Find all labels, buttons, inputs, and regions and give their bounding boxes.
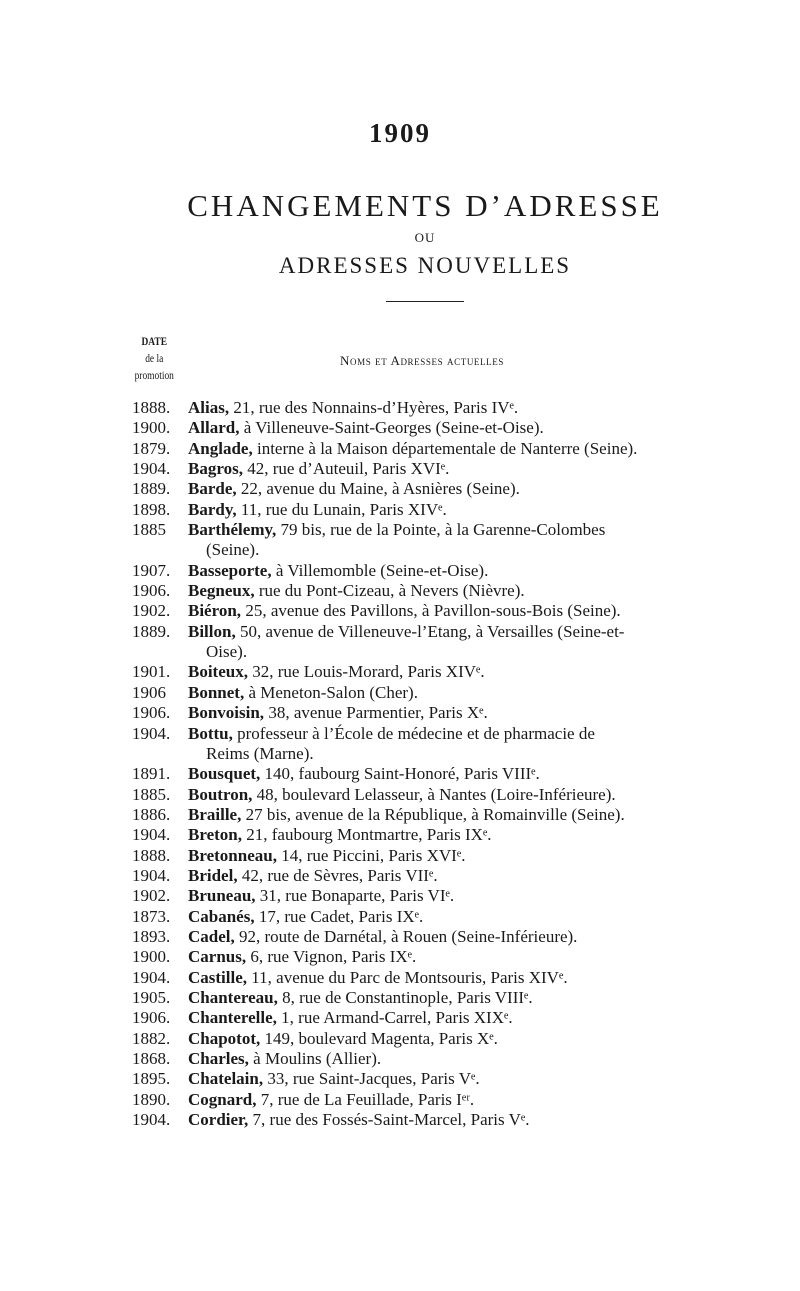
- entry-year: 1901.: [132, 662, 171, 682]
- list-item: [0, 1029, 800, 1049]
- list-item: [0, 398, 800, 418]
- names-column-header: Noms et Adresses actuelles: [340, 353, 504, 368]
- entry-name: Chantereau,: [188, 987, 278, 1007]
- entry-address: 17, rue Cadet, Paris IXᵉ.: [258, 906, 424, 926]
- entry-address: à Villemomble (Seine-et-Oise).: [275, 560, 489, 580]
- entry-first-line: [188, 1069, 480, 1089]
- list-item: [0, 459, 800, 479]
- entry-address: 11, rue du Lunain, Paris XIVᵉ.: [240, 499, 447, 519]
- entry-year: 1895.: [132, 1069, 171, 1089]
- entry-address: 42, rue de Sèvres, Paris VIIᵉ.: [241, 865, 438, 885]
- entry-address: 25, avenue des Pavillons, à Pavillon-sous-Bois (Seine).: [245, 601, 621, 621]
- entry-name: Cognard,: [188, 1089, 257, 1109]
- entry-year: 1888.: [132, 398, 171, 417]
- entry-year: 1891.: [132, 764, 171, 784]
- entry-address: (Seine).: [206, 540, 260, 560]
- date-header-line: de la: [145, 353, 164, 365]
- entry-name: Boiteux,: [188, 662, 248, 682]
- entry-year: 1904.: [132, 865, 171, 885]
- entry-list: [0, 398, 800, 1130]
- entry-address: interne à la Maison départementale de Nanterre (Seine).: [256, 438, 638, 458]
- entry-address: à Moulins (Allier).: [253, 1049, 382, 1068]
- entry-first-line: [188, 703, 488, 723]
- list-item: [0, 622, 800, 663]
- list-item: [0, 418, 800, 438]
- entry-address: à Meneton-Salon (Cher).: [248, 682, 418, 702]
- entry-name: Anglade,: [188, 438, 253, 458]
- entry-name: Bonnet,: [188, 682, 245, 702]
- entry-address: 8, rue de Constantinople, Paris VIIIᵉ.: [282, 987, 533, 1007]
- entry-address: 22, avenue du Maine, à Asnières (Seine).: [240, 479, 520, 499]
- list-item: [0, 601, 800, 621]
- list-item: [0, 703, 800, 723]
- entry-year: 1904.: [132, 723, 171, 743]
- entry-year: 1904.: [132, 967, 171, 987]
- entry-first-line: [188, 825, 492, 845]
- entry-first-line: [188, 662, 485, 682]
- list-item: [0, 479, 800, 499]
- page-year-heading: 1909: [369, 118, 431, 148]
- entry-name: Bottu,: [188, 723, 233, 743]
- entry-address: 149, boulevard Magenta, Paris Xᵉ.: [264, 1028, 498, 1048]
- entry-first-line: [188, 683, 418, 703]
- list-item: [0, 846, 800, 866]
- entry-first-line: [188, 418, 544, 438]
- page-subtitle: ADRESSES NOUVELLES: [278, 253, 572, 278]
- entry-year: 1906: [132, 682, 166, 702]
- entry-year: 1889.: [132, 479, 171, 499]
- entry-name: Barde,: [188, 479, 237, 499]
- entry-name: Chatelain,: [188, 1069, 264, 1089]
- entry-name: Bretonneau,: [188, 845, 277, 865]
- entry-first-line: [188, 947, 416, 967]
- entry-year: 1905.: [132, 987, 171, 1007]
- list-item: [0, 581, 800, 601]
- entry-address: 21, rue des Nonnains-d’Hyères, Paris IVᵉ.: [233, 398, 519, 417]
- entry-name: Begneux,: [188, 581, 255, 601]
- entry-year: 1890.: [132, 1089, 171, 1109]
- title-divider: [386, 301, 464, 302]
- entry-address: 92, route de Darnétal, à Rouen (Seine-Inférieure).: [239, 926, 578, 946]
- entry-year: 1900.: [132, 947, 171, 967]
- entry-name: Bagros,: [188, 459, 243, 479]
- entry-continuation-line: [206, 744, 314, 764]
- entry-year: 1882.: [132, 1028, 171, 1048]
- list-item: [0, 1110, 800, 1130]
- entry-name: Breton,: [188, 825, 242, 845]
- entry-address: à Villeneuve-Saint-Georges (Seine-et-Oise).: [243, 418, 544, 438]
- date-column-header: [128, 334, 180, 385]
- entry-address: 21, faubourg Montmartre, Paris IXᵉ.: [246, 825, 492, 845]
- entry-address: 38, avenue Parmentier, Paris Xᵉ.: [268, 703, 488, 723]
- entry-name: Cadel,: [188, 926, 235, 946]
- entry-first-line: [188, 866, 438, 886]
- entry-first-line: [188, 1029, 498, 1049]
- entry-year: 1879.: [132, 438, 171, 458]
- entry-name: Braille,: [188, 804, 242, 824]
- entry-year: 1902.: [132, 886, 171, 906]
- entry-first-line: [188, 479, 520, 499]
- entry-name: Cabanés,: [188, 906, 255, 926]
- entry-name: Allard,: [188, 418, 240, 438]
- list-item: [0, 886, 800, 906]
- entry-address: 31, rue Bonaparte, Paris VIᵉ.: [259, 886, 455, 906]
- entry-first-line: [188, 1049, 381, 1069]
- entry-address: 50, avenue de Villeneuve-l’Etang, à Versailles (Seine-et-: [239, 621, 625, 641]
- list-item: [0, 805, 800, 825]
- entry-first-line: [188, 622, 624, 642]
- entry-address: Reims (Marne).: [206, 743, 314, 763]
- page-title: CHANGEMENTS D’ADRESSE: [187, 188, 663, 223]
- entry-first-line: [188, 907, 423, 927]
- entry-first-line: [188, 398, 518, 418]
- entry-year: 1907.: [132, 560, 171, 580]
- list-item: [0, 825, 800, 845]
- entry-first-line: [188, 581, 525, 601]
- entry-address: 1, rue Armand-Carrel, Paris XIXᵉ.: [281, 1008, 513, 1028]
- entry-name: Chanterelle,: [188, 1008, 277, 1028]
- entry-address: 140, faubourg Saint-Honoré, Paris VIIIᵉ.: [264, 764, 540, 784]
- list-item: [0, 561, 800, 581]
- list-item: [0, 785, 800, 805]
- entry-address: 14, rue Piccini, Paris XVIᵉ.: [281, 845, 466, 865]
- entry-first-line: [188, 561, 488, 581]
- list-item: [0, 764, 800, 784]
- entry-continuation-line: [206, 540, 259, 560]
- entry-name: Bruneau,: [188, 886, 256, 906]
- entry-first-line: [188, 724, 595, 744]
- entry-address: 33, rue Saint-Jacques, Paris Vᵉ.: [267, 1069, 480, 1089]
- entry-year: 1904.: [132, 459, 171, 479]
- entry-address: 6, rue Vignon, Paris IXᵉ.: [250, 947, 417, 967]
- entry-year: 1868.: [132, 1049, 171, 1068]
- entry-first-line: [188, 927, 577, 947]
- entry-address: 79 bis, rue de la Pointe, à la Garenne-Colombes: [280, 520, 606, 540]
- entry-year: 1873.: [132, 906, 171, 926]
- list-item: [0, 866, 800, 886]
- entry-name: Bridel,: [188, 865, 238, 885]
- entry-first-line: [188, 886, 454, 906]
- date-header-line: DATE: [141, 336, 167, 348]
- entry-first-line: [188, 500, 447, 520]
- entry-year: 1885.: [132, 784, 171, 804]
- entry-year: 1885: [132, 520, 166, 540]
- entry-address: rue du Pont-Cizeau, à Nevers (Nièvre).: [258, 581, 525, 601]
- entry-first-line: [188, 1008, 513, 1028]
- list-item: [0, 988, 800, 1008]
- list-item: [0, 500, 800, 520]
- entry-name: Chapotot,: [188, 1028, 261, 1048]
- entry-name: Basseporte,: [188, 560, 272, 580]
- list-item: [0, 662, 800, 682]
- entry-name: Bardy,: [188, 499, 237, 519]
- entry-name: Charles,: [188, 1049, 249, 1068]
- entry-name: Barthélemy,: [188, 520, 277, 540]
- entry-year: 1900.: [132, 418, 171, 438]
- entry-address: 32, rue Louis-Morard, Paris XIVᵉ.: [252, 662, 485, 682]
- entry-name: Boutron,: [188, 784, 253, 804]
- list-item: [0, 520, 800, 561]
- list-item: [0, 1069, 800, 1089]
- entry-address: 7, rue de La Feuillade, Paris Iᵉʳ.: [260, 1089, 475, 1109]
- entry-address: professeur à l’École de médecine et de pharmacie de: [237, 723, 595, 743]
- entry-address: 42, rue d’Auteuil, Paris XVIᵉ.: [247, 459, 450, 479]
- title-conjunction: OU: [414, 230, 436, 245]
- list-item: [0, 683, 800, 703]
- entry-address: 48, boulevard Lelasseur, à Nantes (Loire-Inférieure).: [256, 784, 616, 804]
- entry-address: Oise).: [206, 642, 248, 662]
- entry-name: Cordier,: [188, 1110, 249, 1130]
- entry-first-line: [188, 439, 637, 459]
- entry-continuation-line: [206, 642, 247, 662]
- list-item: [0, 1008, 800, 1028]
- list-item: [0, 1049, 800, 1069]
- entry-year: 1902.: [132, 601, 171, 621]
- entry-year: 1906.: [132, 703, 171, 723]
- entry-first-line: [188, 988, 533, 1008]
- entry-year: 1898.: [132, 499, 171, 519]
- entry-year: 1904.: [132, 825, 171, 845]
- entry-first-line: [188, 601, 621, 621]
- entry-first-line: [188, 805, 625, 825]
- entry-year: 1886.: [132, 804, 171, 824]
- entry-first-line: [188, 1090, 474, 1110]
- entry-name: Bousquet,: [188, 764, 261, 784]
- entry-name: Carnus,: [188, 947, 247, 967]
- list-item: [0, 1090, 800, 1110]
- entry-year: 1906.: [132, 581, 171, 601]
- entry-address: 7, rue des Fossés-Saint-Marcel, Paris Vᵉ.: [252, 1110, 530, 1130]
- list-item: [0, 439, 800, 459]
- entry-year: 1904.: [132, 1110, 171, 1130]
- entry-first-line: [188, 968, 568, 988]
- entry-year: 1906.: [132, 1008, 171, 1028]
- entry-year: 1888.: [132, 845, 171, 865]
- entry-first-line: [188, 764, 540, 784]
- list-item: [0, 927, 800, 947]
- entry-name: Alias,: [188, 398, 230, 417]
- list-item: [0, 907, 800, 927]
- list-item: [0, 968, 800, 988]
- list-item: [0, 947, 800, 967]
- entry-name: Billon,: [188, 621, 236, 641]
- entry-first-line: [188, 846, 465, 866]
- list-item: [0, 724, 800, 765]
- entry-first-line: [188, 459, 449, 479]
- date-header-line: promotion: [134, 370, 174, 382]
- entry-year: 1893.: [132, 926, 171, 946]
- entry-first-line: [188, 785, 616, 805]
- entry-year: 1889.: [132, 621, 171, 641]
- entry-address: 11, avenue du Parc de Montsouris, Paris XIVᵉ.: [251, 967, 568, 987]
- entry-name: Castille,: [188, 967, 248, 987]
- entry-address: 27 bis, avenue de la République, à Romainville (Seine).: [245, 804, 625, 824]
- entry-name: Biéron,: [188, 601, 242, 621]
- entry-name: Bonvoisin,: [188, 703, 265, 723]
- entry-first-line: [188, 520, 605, 540]
- entry-first-line: [188, 1110, 529, 1130]
